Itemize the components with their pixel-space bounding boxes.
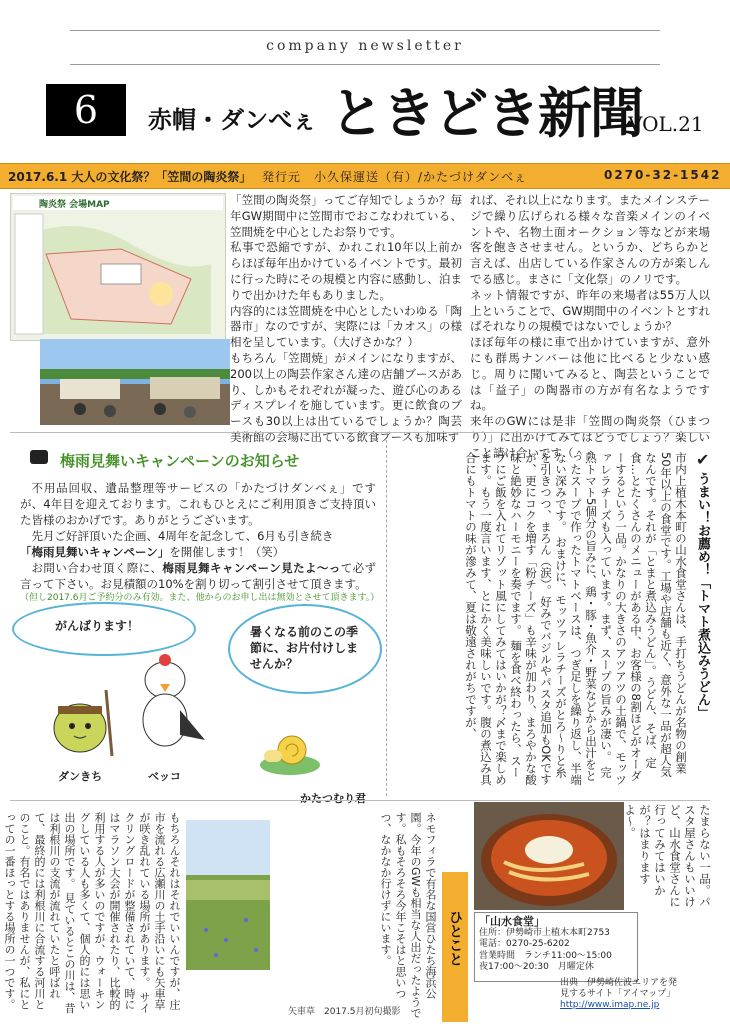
article-festival-col1 — [230, 193, 462, 444]
food-paragraph: たまらない一品。パスタ屋さんもいいけど、山水食堂さんに行ってみてはいかが？はまりますよ〜。 — [623, 804, 712, 908]
photo-caption: 矢車草 2017.5月初旬撮影 — [288, 1007, 401, 1017]
food-paragraph: 完熟トマト5個分の旨みに、鶏・豚・魚介・野菜などから出汁をとったスープで作ったトマトベースは、つぎ足しを繰り返し、半端ない深みです。 — [554, 452, 613, 786]
market-photo — [40, 339, 230, 425]
udon-photo-illustration — [474, 802, 624, 910]
info-bar — [0, 163, 730, 189]
food-heading: うまい！お薦め！「トマト煮込みうどん」 — [695, 472, 710, 719]
article-paragraph: ほぼ毎年の様に車で出かけていますが、意外にも群馬ナンバーは他に比べると少ない感じ。周りに聞いてみると、陶芸ということでは「益子」の陶器市の方が有名なようですね。 — [470, 335, 710, 413]
hitokoto-label: ひとこと — [447, 910, 463, 966]
hitokoto-text-left — [3, 812, 182, 1020]
check-icon: ✔ — [696, 450, 710, 469]
article-festival-col2 — [470, 193, 710, 460]
campaign-phrase: 梅雨見舞キャンペーン見たよ〜っ — [162, 561, 341, 575]
source-link[interactable]: http://www.imap.ne.jp — [560, 1000, 660, 1010]
issue-date-title: 2017.6.1 大人の文化祭？「笠間の陶炎祭」 — [8, 170, 252, 184]
campaign-text — [20, 480, 380, 604]
shop-address: 住所：伊勢崎市上植木本町2753 — [479, 927, 610, 938]
title-small: 赤帽・ダンべぇ — [148, 106, 317, 134]
map-illustration — [11, 194, 225, 340]
issue-number: 6 — [46, 84, 126, 136]
hitokoto-paragraph: 見ているとこの川は、昔は利根川の支流が流れていたと呼ばれて、最終的には利根川に合流する河川とのこと。有名ではありませんが、私にとっての一番ほっとする場所の一つです。 — [3, 812, 76, 1014]
article-paragraph: 「笠間の陶炎祭」ってご存知でしょうか？毎年GW期間中に笠間市でおこなわれている、笠間焼を中心としたお祭りです。 — [230, 193, 462, 239]
article-paragraph: もちろん「笠間焼」がメインになりますが、200以上の陶芸作家さん達の店舗ブースがあり、しかもそれぞれが凝った、遊び心のあるディスプレイを施しています。更に飲食のブースも30以上は出ているでしょうか？陶芸美術館の会場に出ている飲食ブースも加味す — [230, 350, 462, 444]
source-line: 出典 伊勢崎佐波エリアを発 — [560, 978, 678, 988]
vertical-divider — [386, 440, 387, 796]
festival-map-image — [10, 193, 226, 341]
food-paragraph: 麺を食べ終わったら、スープにご飯を入れてリゾット風にしてみてはいかが？〆まで楽しめます。もう一度言います、とにかく美味しいです。腹の煮込み具合にもトマトの味が滲みて、夏は敬遠されがちですが、 — [464, 452, 523, 786]
campaign-name: 「梅雨見舞いキャンペーン」 — [20, 545, 170, 559]
food-article-end — [623, 804, 712, 910]
article-paragraph: ネット情報ですが、昨年の来場者は55万人以上ということで、GW期間中のイベントとすればそれなりの規模ではないでしょうか？ — [470, 287, 710, 334]
hitokoto-paragraph: もちろんそれはそれでいいんですが、庄市を流れる広瀬川の土手沿いにも矢車草が咲き乱れている場所があります。 — [138, 812, 181, 1010]
market-photo-illustration — [40, 339, 230, 425]
section-divider — [10, 432, 710, 433]
campaign-heading: 梅雨見舞いキャンペーンのお知らせ — [60, 452, 300, 470]
shop-phone: 電話：0270-25-6202 — [479, 939, 570, 949]
shop-hours: 営業時間 ランチ11:00〜15:00 — [479, 950, 612, 961]
cornflower-photo — [186, 820, 270, 970]
dankichi-illustration — [40, 680, 120, 760]
bubble-text-left: がんばります！ — [55, 619, 140, 633]
top-rule-2 — [70, 64, 660, 65]
bekko-illustration — [120, 640, 210, 760]
udon-photo — [474, 802, 624, 910]
article-paragraph: 内容的には笠間焼を中心としたいわゆる「陶器市」なのですが、実際には「カオス」の様相を呈しています。（大げさかな？） — [230, 303, 462, 350]
article-paragraph: れば、それ以上になります。またメインステージで繰り広げられる様々な音楽メインのイベントや、名物土面オークション等などが来場客を飽きさせません。というか、どちらかと言えば、出店している作家さんの方が楽しんでる感じ。まさに「文化祭」のノリです。 — [470, 193, 710, 286]
section-divider — [10, 800, 710, 801]
dankichi-character — [40, 680, 120, 760]
cornflower-photo-illustration — [186, 820, 270, 970]
article-paragraph: 来年のGWには是非「笠間の陶炎祭（ひまつり）」に出かけてみてはどうでしょう？楽しいこと請け合いです（＾＾ — [470, 414, 710, 460]
snail-character — [250, 720, 320, 780]
campaign-note: （但し2017.6月ご予約分のみ有効。また、他からのお申し出は無効とさせて頂きます。） — [20, 593, 380, 603]
campaign-paragraph: 不用品回収、遺品整理等サービスの「かたづけダンべぇ」ですが、4年目を迎えております。これもひとえにご利用頂きご支持頂いた皆様のおかげです。ありがとうございます。 — [20, 481, 376, 527]
newsletter-kicker: company newsletter — [266, 38, 464, 54]
campaign-paragraph: 先月ご好評頂いた企画、4周年を記念して、6月も引き続き — [31, 529, 334, 543]
shop-name: 「山水食堂」 — [479, 915, 545, 928]
hitokoto-paragraph: サイクリングロードが整備されていて、時にはマラソン大会が開催されたり、比較的利用する人が多いのですが、ウォーキングしている人も多くて、個人的には思い出の場所です。 — [63, 812, 151, 1014]
article-paragraph: 私事で恐縮ですが、かれこれ10年以上前からほぼ毎年出かけているイベントです。最初に行った時にその規模と内容に感動し、泊まりで出かけた年もありました。 — [230, 240, 462, 302]
source-credit — [560, 978, 677, 1011]
food-article-text — [440, 452, 688, 788]
publisher-label: 発行元 小久保運送（有）/かたづけダンべぇ — [262, 170, 528, 184]
food-paragraph: おまけに、モッツァレラチーズがとろ〜りと糸を引きつつ、まろん（涙）。好みでバジルやパスタ追加もOKですが、更にコクを増す「粉チーズ」も辛味が加わり、まろやかな酸味と絶妙なハーモニーを奏でます。 — [509, 452, 568, 786]
campaign-text-part: て必ず言って下さい。お見積額の10%を割り切って割引させて頂きます。 — [20, 561, 376, 591]
volume-label: VOL.21 — [628, 112, 704, 136]
snail-illustration — [250, 720, 320, 780]
source-line: 見するサイト「アイマップ」 — [560, 989, 676, 999]
char-label-bekko: ベッコ — [148, 770, 181, 783]
hitokoto-text-right — [272, 812, 438, 1020]
bubble-text-right: 暑くなる前のこの季節に、お片付けしませんか？ — [250, 625, 359, 671]
shop-info-box — [474, 912, 638, 982]
phone-number: 0270-32-1542 — [604, 168, 722, 182]
campaign-text-end: を開催します！（笑） — [169, 545, 285, 559]
shop-hours-night: 夜17:00〜20:30 月曜定休 — [479, 962, 594, 972]
char-label-dankichi: ダンきち — [58, 770, 103, 783]
map-title: 陶炎祭 会場MAP — [39, 200, 110, 210]
top-rule — [70, 30, 660, 31]
hitokoto-paragraph: ネモフィラで有名な国営ひたち海浜公園。今年のGWも相当な人出だったようです。私もそろそろ今年こそはと思いつつ、なかなか行けずにいます。 — [379, 812, 437, 1019]
speech-bubble-icon — [30, 450, 48, 464]
food-paragraph: 市内上植木本町の山水食堂さんは、手打ちうどんが名物の創業50年以上の食堂です。工場や店舗も近く、意外な一品が超人気なんです。それが「とまと煮込みうどん」。うどん、そば、定食…とたくさんのメニューがある中、お客様の8割ほどがオーダーするという一品。かなりの大きさのアツアツの土鍋で、モッツァレラチーズも入っています。まず、スープの旨みが凄い。 — [599, 452, 688, 786]
title-large: ときどき新聞 — [330, 82, 642, 145]
char-label-snail: かたつむり君 — [300, 792, 366, 805]
bekko-character — [120, 640, 210, 760]
campaign-text-part: お問い合わせ頂く際に、 — [31, 561, 163, 575]
